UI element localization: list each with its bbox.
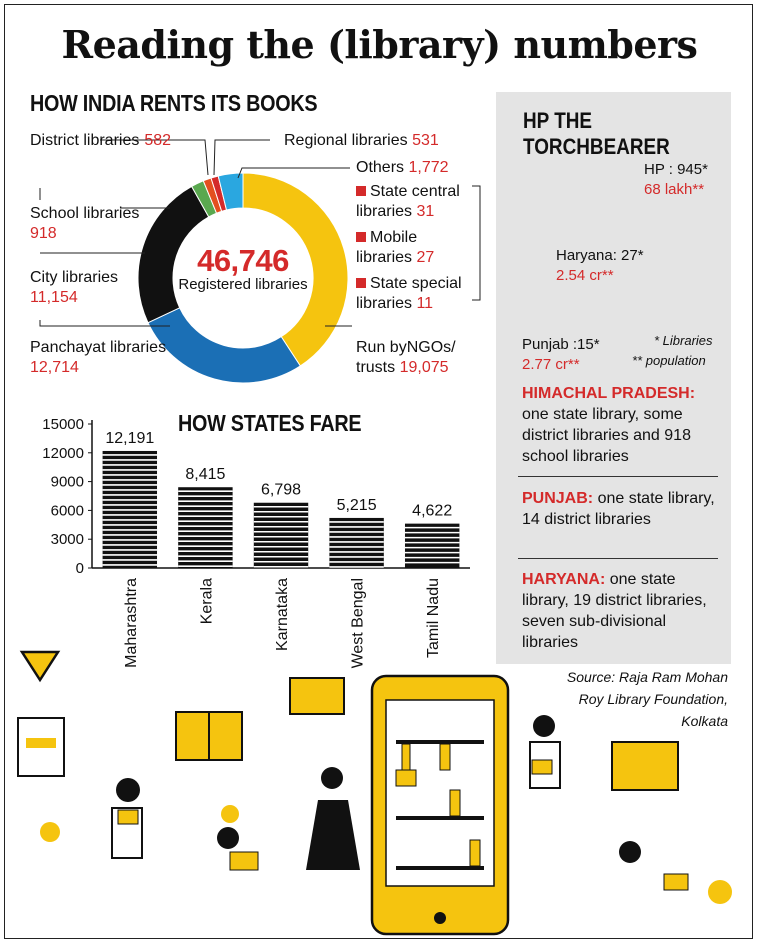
label-ngo [356, 338, 476, 378]
bar-category-label: Maharashtra [122, 578, 140, 668]
bar-category-label: Tamil Nadu [425, 578, 443, 659]
label-city-value: 11,154 [30, 289, 78, 306]
map-note-libraries: * Libraries [654, 333, 713, 348]
map-haryana-pop: 2.54 cr** [556, 267, 614, 284]
label-district-name: District libraries [30, 132, 140, 149]
label-panchayat-value: 12,714 [30, 359, 79, 376]
donut-total: 46,746 [197, 243, 289, 278]
red-square-icon [356, 186, 366, 196]
bar-category-label: Karnataka [274, 578, 291, 651]
map-punjab-pop: 2.77 cr** [522, 356, 580, 373]
label-state-special [356, 274, 474, 314]
bar-west-bengal [329, 518, 383, 568]
bar-value-label: 8,415 [185, 466, 226, 484]
label-state-central-name: State central libraries [356, 183, 460, 220]
red-square-icon [356, 278, 366, 288]
y-tick-label: 3000 [50, 531, 84, 549]
bar-category-label: West Bengal [349, 578, 367, 669]
bar-karnataka [254, 503, 308, 568]
bar-value-label: 4,622 [412, 502, 453, 520]
map-haryana-label: Haryana: 27* [556, 247, 644, 264]
label-regional-name: Regional libraries [284, 132, 408, 149]
label-district-value: 582 [144, 132, 172, 149]
y-tick-label: 12000 [42, 444, 84, 462]
donut-total-label: Registered libraries [178, 276, 308, 293]
bars-heading: HOW STATES FARE [178, 410, 362, 436]
label-city [30, 268, 150, 308]
map-hp-label: HP : 945* [644, 161, 708, 178]
label-others-name: Others [356, 159, 405, 176]
bar-value-label: 6,798 [260, 481, 302, 499]
map-punjab-label: Punjab :15* [522, 336, 600, 353]
label-school-value: 918 [30, 225, 57, 242]
label-district [30, 131, 171, 151]
label-panchayat-name: Panchayat libraries [30, 339, 167, 356]
label-regional [284, 131, 439, 151]
red-square-icon [356, 232, 366, 242]
label-state-central [356, 182, 474, 222]
divider [518, 558, 718, 559]
state-hp [522, 383, 722, 467]
y-tick-label: 6000 [50, 502, 84, 520]
label-ngo-value: 19,075 [399, 359, 449, 376]
label-regional-value: 531 [412, 132, 439, 149]
bar-maharashtra [103, 451, 157, 568]
label-state-special-value: 11 [416, 295, 434, 312]
label-state-special-name: State special libraries [356, 275, 462, 312]
bar-value-label: 5,215 [336, 496, 377, 514]
bar-category-label: Kerala [198, 578, 216, 625]
label-city-name: City libraries [30, 269, 119, 286]
y-tick-label: 9000 [50, 473, 84, 491]
label-mobile [356, 228, 468, 268]
state-haryana-text: one state library, 19 district libraries, seven sub-divisional libraries [522, 571, 707, 651]
divider [518, 476, 718, 477]
label-mobile-name: Mobile libraries [356, 229, 418, 266]
donut-heading: HOW INDIA RENTS ITS BOOKS [30, 90, 318, 116]
state-punjab-text: one state library, 14 district libraries [522, 490, 715, 528]
bar-value-label: 12,191 [105, 429, 155, 447]
bar-tamil-nadu [405, 524, 459, 568]
bar-kerala [178, 487, 232, 568]
state-punjab [522, 488, 722, 530]
y-tick-label: 0 [75, 560, 84, 577]
map-note-population: ** population [632, 353, 706, 368]
label-school [30, 204, 160, 244]
state-hp-text: one state library, some district libraries and 918 school libraries [522, 406, 691, 465]
y-tick-label: 15000 [42, 416, 84, 433]
source-note: Source: Raja Ram Mohan Roy Library Foundation, Kolkata [566, 669, 728, 729]
label-others [356, 158, 449, 178]
label-school-name: School libraries [30, 205, 140, 222]
label-panchayat [30, 338, 180, 378]
state-hp-name: HIMACHAL PRADESH: [522, 385, 696, 402]
label-mobile-value: 27 [416, 249, 435, 266]
label-ngo-name: Run byNGOs/ trusts [356, 339, 456, 376]
label-others-value: 1,772 [408, 159, 449, 176]
state-haryana-name: HARYANA: [522, 571, 606, 588]
side-panel-heading: HP THE TORCHBEARER [523, 108, 670, 159]
page-title: Reading the (library) numbers [61, 22, 698, 67]
map-hp-pop: 68 lakh** [644, 181, 705, 198]
state-punjab-name: PUNJAB: [522, 490, 594, 507]
bar-chart [42, 416, 470, 668]
label-state-central-value: 31 [416, 203, 435, 220]
state-haryana [522, 569, 722, 653]
